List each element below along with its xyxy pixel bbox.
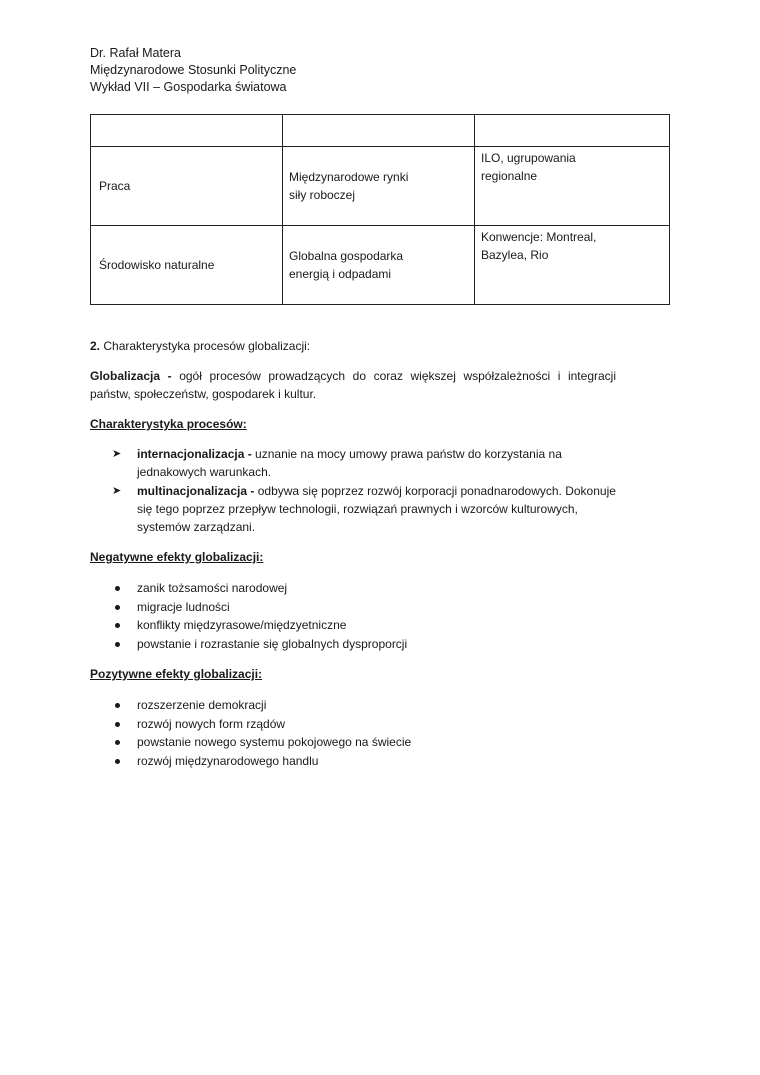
- bullet-icon: [115, 703, 120, 708]
- table-row: [91, 115, 670, 147]
- process-term: multinacjonalizacja -: [137, 484, 255, 498]
- list-item: [112, 715, 616, 734]
- process-text: uznanie na mocy umowy prawa państw do korzystania na jednakowych warunkach.: [137, 447, 562, 479]
- bullet-icon: [115, 642, 120, 647]
- list-item-text: zanik tożsamości narodowej: [137, 581, 288, 595]
- section-heading: [90, 337, 616, 355]
- negative-heading: Negatywne efekty globalizacji:: [90, 550, 264, 564]
- positive-list: [112, 696, 616, 770]
- table-cell: [283, 226, 475, 305]
- list-item: [112, 733, 616, 752]
- table-cell: [475, 226, 670, 305]
- list-item: [112, 598, 616, 617]
- definition-term: Globalizacja -: [90, 369, 172, 383]
- cell-text: Praca: [99, 179, 131, 193]
- list-item-text: powstanie i rozrastanie się globalnych dysproporcji: [137, 636, 408, 651]
- cell-text: Środowisko naturalne: [99, 258, 215, 272]
- bullet-icon: [115, 623, 120, 628]
- cell-text: [283, 226, 474, 304]
- process-term: internacjonalizacja -: [137, 447, 252, 461]
- cell-line: regionalne: [481, 169, 538, 183]
- cell-line: energią i odpadami: [289, 267, 392, 281]
- author-line: Dr. Rafał Matera: [90, 46, 182, 60]
- processes-list: [112, 445, 616, 537]
- arrow-bullet-icon: ➤: [112, 448, 122, 460]
- processes-heading: Charakterystyka procesów:: [90, 417, 247, 431]
- table-cell: [283, 147, 475, 226]
- table-cell: [91, 226, 283, 305]
- process-text: odbywa się poprzez rozwój korporacji ponadnarodowych. Dokonuje się tego poprzez przepływ technologii, rozwiązań prawnych i wzorców kulturowych, systemów zarządzani.: [137, 484, 616, 534]
- arrow-bullet-icon: ➤: [112, 485, 122, 497]
- table-cell: [475, 147, 670, 226]
- list-item: [112, 616, 616, 635]
- list-item-text: powstanie nowego systemu pokojowego na świecie: [137, 735, 412, 749]
- globalization-table: [90, 114, 670, 305]
- cell-text: [283, 147, 474, 225]
- table-cell: [91, 147, 283, 226]
- list-item-text: rozwój międzynarodowego handlu: [137, 753, 319, 768]
- definition-paragraph: [90, 367, 616, 403]
- table-row: [91, 226, 670, 305]
- cell-line: siły roboczej: [289, 188, 356, 202]
- list-item: [112, 445, 616, 481]
- bullet-icon: [115, 605, 120, 610]
- list-item-text: rozszerzenie demokracji: [137, 698, 267, 712]
- negative-list: [112, 579, 616, 653]
- bullet-icon: [115, 722, 120, 727]
- list-item-text: konflikty międzyrasowe/międzyetniczne: [137, 618, 347, 632]
- cell-line: Konwencje: Montreal,: [481, 230, 597, 244]
- cell-line: Bazylea, Rio: [481, 248, 549, 262]
- positive-heading: Pozytywne efekty globalizacji:: [90, 667, 263, 681]
- list-item-text: migracje ludności: [137, 599, 230, 614]
- cell-line: ILO, ugrupowania: [481, 151, 576, 165]
- bullet-icon: [115, 759, 120, 764]
- document-header: [90, 45, 296, 96]
- cell-line: Globalna gospodarka: [289, 249, 404, 263]
- cell-text: [475, 147, 669, 185]
- table-cell: [91, 115, 283, 147]
- list-item: [112, 579, 616, 598]
- cell-line: Międzynarodowe rynki: [289, 170, 409, 184]
- bullet-icon: [115, 586, 120, 591]
- list-item: [112, 482, 616, 536]
- cell-text: [475, 226, 669, 264]
- list-item: [112, 696, 616, 715]
- section-number: 2.: [90, 339, 101, 353]
- list-item-text: rozwój nowych form rządów: [137, 716, 286, 731]
- bullet-icon: [115, 740, 120, 745]
- course-line: Międzynarodowe Stosunki Polityczne: [90, 63, 297, 77]
- section-title: Charakterystyka procesów globalizacji:: [103, 339, 311, 353]
- list-item: [112, 635, 616, 654]
- list-item: [112, 752, 616, 771]
- lecture-line: Wykład VII – Gospodarka światowa: [90, 80, 287, 94]
- table-cell: [475, 115, 670, 147]
- table-cell: [283, 115, 475, 147]
- definition-text: ogół procesów prowadzących do coraz większej współzależności i integracji państw, społeczeństw, gospodarek i kultur.: [90, 369, 616, 401]
- table-row: [91, 147, 670, 226]
